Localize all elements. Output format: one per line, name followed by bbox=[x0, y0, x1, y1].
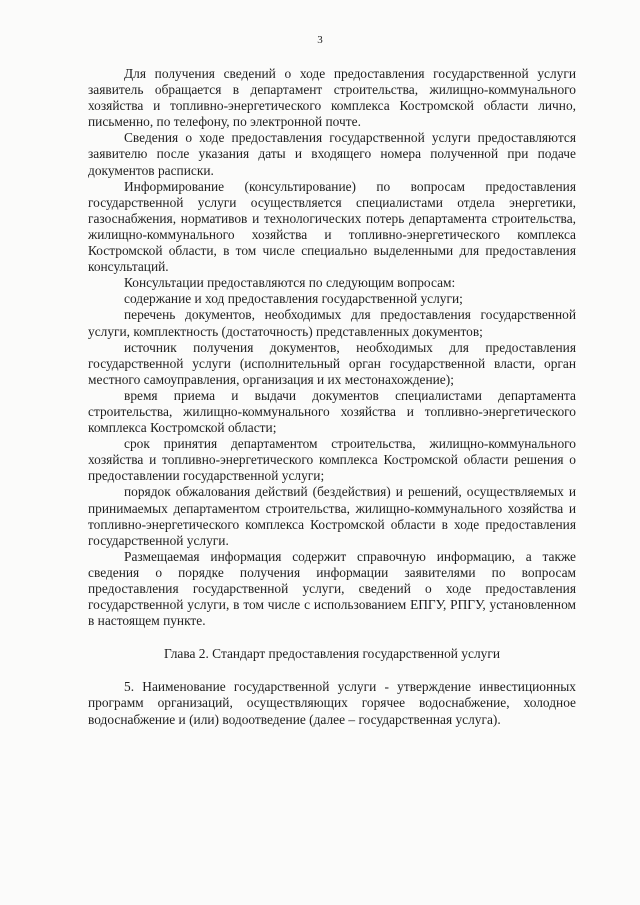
list-item-content: содержание и ход предоставления государственной услуги; bbox=[124, 291, 463, 307]
page-number: 3 bbox=[317, 34, 323, 46]
paragraph-consulting: Информирование (консультирование) по вопросам предоставления государственной услуги осуществляется специалистами отдела энергетики, газоснабжения, нормативов и технологических потерь департамента строительства, жилищно-коммунального хозяйства и топливно-энергетического комплекса Костромской области, в том числе специально выделенными для предоставления консультаций. bbox=[88, 178, 576, 275]
list-item-documents: перечень документов, необходимых для предоставления государственной услуги, комплектность (достаточность) представленных документов; bbox=[88, 307, 576, 339]
chapter-title: Глава 2. Стандарт предоставления государственной услуги bbox=[164, 646, 500, 662]
paragraph-item-5: 5. Наименование государственной услуги - утверждение инвестиционных программ организаций, осуществляющих горячее водоснабжение, холодное водоснабжение и (или) водоотведение (далее – государственная услуга). bbox=[88, 679, 576, 727]
list-item-source: источник получения документов, необходимых для предоставления государственной услуги (исполнительный орган государственной власти, орган местного самоуправления, организация и их местонахождение); bbox=[88, 339, 576, 387]
list-item-deadline: срок принятия департаментом строительства, жилищно-коммунального хозяйства и топливно-энергетического комплекса Костромской области решения о предоставлении государственной услуги; bbox=[88, 436, 576, 484]
paragraph-status-request: Для получения сведений о ходе предоставления государственной услуги заявитель обращается в департамент строительства, жилищно-коммунального хозяйства и топливно-энергетического комплекса Костромской области лично, письменно, по телефону, по электронной почте. bbox=[88, 66, 576, 130]
paragraph-consult-topics-intro: Консультации предоставляются по следующим вопросам: bbox=[124, 275, 456, 291]
paragraph-status-info: Сведения о ходе предоставления государственной услуги предоставляются заявителю после указания даты и входящего номера полученной при подаче документов расписки. bbox=[88, 130, 576, 178]
document-body bbox=[88, 66, 576, 728]
list-item-time: время приема и выдачи документов специалистами департамента строительства, жилищно-коммунального хозяйства и топливно-энергетического комплекса Костромской области; bbox=[88, 387, 576, 436]
list-item-appeal: порядок обжалования действий (бездействия) и решений, осуществляемых и принимаемых департаментом строительства, жилищно-коммунального хозяйства и топливно-энергетического комплекса Костромской области в ходе предоставления государственной услуги. bbox=[88, 484, 576, 548]
paragraph-posted-info: Размещаемая информация содержит справочную информацию, а также сведения о порядке получения информации заявителями по вопросам предоставления государственной услуги, сведений о ходе предоставления государственной услуги, в том числе с использованием ЕПГУ, РПГУ, установленном в настоящем пункте. bbox=[88, 548, 576, 629]
